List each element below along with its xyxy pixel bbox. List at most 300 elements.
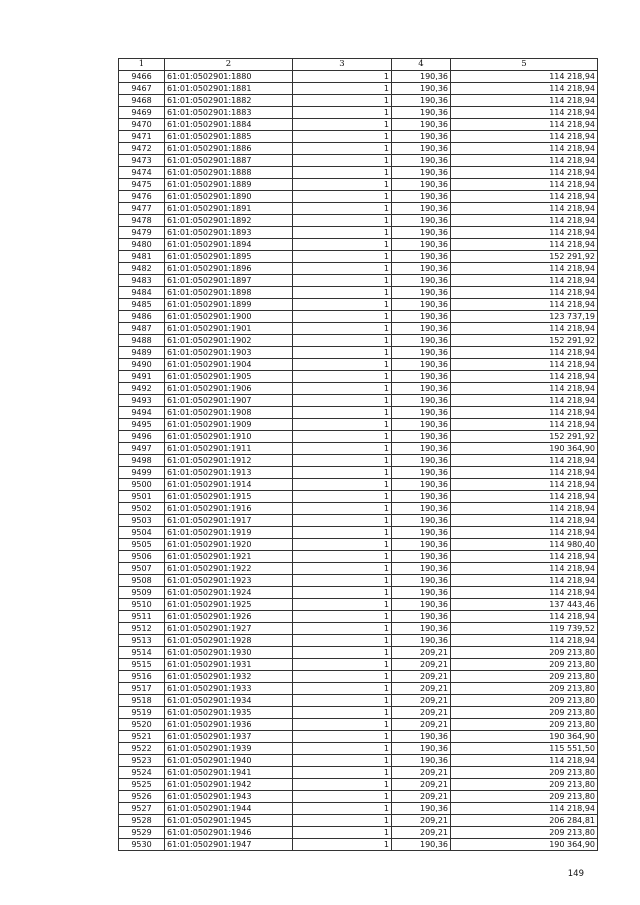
cadastral-number-cell: 61:01:0502901:1906 [165,383,293,395]
area-cell: 190,36 [392,635,451,647]
row-number-cell: 9513 [119,635,165,647]
area-cell: 190,36 [392,731,451,743]
quantity-cell: 1 [293,119,392,131]
value-cell: 114 218,94 [451,95,598,107]
area-cell: 190,36 [392,755,451,767]
area-cell: 190,36 [392,395,451,407]
row-number-cell: 9526 [119,791,165,803]
cadastral-number-cell: 61:01:0502901:1935 [165,707,293,719]
cadastral-number-cell: 61:01:0502901:1896 [165,263,293,275]
row-number-cell: 9489 [119,347,165,359]
row-number-cell: 9523 [119,755,165,767]
area-cell: 190,36 [392,551,451,563]
table-row [119,215,598,227]
quantity-cell: 1 [293,191,392,203]
quantity-cell: 1 [293,599,392,611]
row-number-cell: 9476 [119,191,165,203]
area-cell: 209,21 [392,695,451,707]
table-row [119,239,598,251]
value-cell: 114 218,94 [451,143,598,155]
cadastral-number-cell: 61:01:0502901:1899 [165,299,293,311]
table-row [119,107,598,119]
row-number-cell: 9510 [119,599,165,611]
row-number-cell: 9477 [119,203,165,215]
quantity-cell: 1 [293,587,392,599]
row-number-cell: 9528 [119,815,165,827]
row-number-cell: 9500 [119,479,165,491]
area-cell: 190,36 [392,347,451,359]
value-cell: 114 218,94 [451,191,598,203]
cadastral-number-cell: 61:01:0502901:1947 [165,839,293,851]
column-header-5: 5 [451,59,598,71]
cadastral-number-cell: 61:01:0502901:1901 [165,323,293,335]
area-cell: 190,36 [392,467,451,479]
quantity-cell: 1 [293,707,392,719]
row-number-cell: 9521 [119,731,165,743]
cadastral-number-cell: 61:01:0502901:1933 [165,683,293,695]
row-number-cell: 9478 [119,215,165,227]
table-row [119,779,598,791]
table-row [119,299,598,311]
area-cell: 190,36 [392,107,451,119]
table-row [119,587,598,599]
area-cell: 190,36 [392,515,451,527]
table-row [119,395,598,407]
value-cell: 209 213,80 [451,779,598,791]
cadastral-number-cell: 61:01:0502901:1900 [165,311,293,323]
value-cell: 114 218,94 [451,527,598,539]
row-number-cell: 9501 [119,491,165,503]
table-row [119,203,598,215]
table-row [119,539,598,551]
area-cell: 190,36 [392,407,451,419]
table-body [119,71,598,851]
cadastral-number-cell: 61:01:0502901:1894 [165,239,293,251]
area-cell: 209,21 [392,815,451,827]
table-row [119,611,598,623]
table-row [119,659,598,671]
row-number-cell: 9485 [119,299,165,311]
quantity-cell: 1 [293,467,392,479]
area-cell: 209,21 [392,647,451,659]
quantity-cell: 1 [293,527,392,539]
value-cell: 209 213,80 [451,695,598,707]
row-number-cell: 9497 [119,443,165,455]
row-number-cell: 9470 [119,119,165,131]
value-cell: 190 364,90 [451,731,598,743]
table-row [119,635,598,647]
area-cell: 209,21 [392,719,451,731]
table-row [119,143,598,155]
row-number-cell: 9507 [119,563,165,575]
row-number-cell: 9475 [119,179,165,191]
value-cell: 190 364,90 [451,839,598,851]
cadastral-number-cell: 61:01:0502901:1917 [165,515,293,527]
cadastral-number-cell: 61:01:0502901:1941 [165,767,293,779]
row-number-cell: 9490 [119,359,165,371]
quantity-cell: 1 [293,659,392,671]
row-number-cell: 9496 [119,431,165,443]
quantity-cell: 1 [293,215,392,227]
table-row [119,167,598,179]
table-row [119,419,598,431]
cadastral-number-cell: 61:01:0502901:1921 [165,551,293,563]
value-cell: 114 218,94 [451,287,598,299]
table-row [119,551,598,563]
value-cell: 114 218,94 [451,395,598,407]
area-cell: 190,36 [392,431,451,443]
cadastral-number-cell: 61:01:0502901:1886 [165,143,293,155]
row-number-cell: 9466 [119,71,165,83]
row-number-cell: 9492 [119,383,165,395]
value-cell: 114 218,94 [451,215,598,227]
row-number-cell: 9502 [119,503,165,515]
table-row [119,791,598,803]
value-cell: 119 739,52 [451,623,598,635]
quantity-cell: 1 [293,383,392,395]
quantity-cell: 1 [293,839,392,851]
row-number-cell: 9498 [119,455,165,467]
cadastral-number-cell: 61:01:0502901:1942 [165,779,293,791]
area-cell: 190,36 [392,335,451,347]
cadastral-number-cell: 61:01:0502901:1904 [165,359,293,371]
row-number-cell: 9503 [119,515,165,527]
row-number-cell: 9494 [119,407,165,419]
area-cell: 190,36 [392,575,451,587]
area-cell: 190,36 [392,143,451,155]
row-number-cell: 9495 [119,419,165,431]
table-row [119,563,598,575]
row-number-cell: 9467 [119,83,165,95]
area-cell: 190,36 [392,299,451,311]
cadastral-number-cell: 61:01:0502901:1898 [165,287,293,299]
value-cell: 114 218,94 [451,635,598,647]
area-cell: 209,21 [392,827,451,839]
row-number-cell: 9515 [119,659,165,671]
cadastral-number-cell: 61:01:0502901:1884 [165,119,293,131]
area-cell: 190,36 [392,215,451,227]
row-number-cell: 9493 [119,395,165,407]
table-row [119,491,598,503]
quantity-cell: 1 [293,827,392,839]
value-cell: 114 218,94 [451,467,598,479]
cadastral-number-cell: 61:01:0502901:1887 [165,155,293,167]
cadastral-number-cell: 61:01:0502901:1946 [165,827,293,839]
value-cell: 114 218,94 [451,167,598,179]
area-cell: 190,36 [392,287,451,299]
row-number-cell: 9509 [119,587,165,599]
area-cell: 190,36 [392,227,451,239]
row-number-cell: 9472 [119,143,165,155]
cadastral-number-cell: 61:01:0502901:1897 [165,275,293,287]
value-cell: 114 980,40 [451,539,598,551]
table-row [119,155,598,167]
quantity-cell: 1 [293,515,392,527]
quantity-cell: 1 [293,779,392,791]
quantity-cell: 1 [293,791,392,803]
quantity-cell: 1 [293,227,392,239]
table-row [119,131,598,143]
table-row [119,323,598,335]
table-row [119,839,598,851]
quantity-cell: 1 [293,563,392,575]
area-cell: 190,36 [392,239,451,251]
value-cell: 114 218,94 [451,107,598,119]
quantity-cell: 1 [293,503,392,515]
quantity-cell: 1 [293,71,392,83]
quantity-cell: 1 [293,683,392,695]
cadastral-number-cell: 61:01:0502901:1892 [165,215,293,227]
value-cell: 114 218,94 [451,479,598,491]
area-cell: 190,36 [392,479,451,491]
value-cell: 114 218,94 [451,455,598,467]
table-row [119,71,598,83]
cadastral-number-cell: 61:01:0502901:1945 [165,815,293,827]
table-row [119,503,598,515]
area-cell: 190,36 [392,263,451,275]
area-cell: 190,36 [392,179,451,191]
row-number-cell: 9491 [119,371,165,383]
table-row [119,803,598,815]
cadastral-number-cell: 61:01:0502901:1891 [165,203,293,215]
value-cell: 209 213,80 [451,767,598,779]
row-number-cell: 9506 [119,551,165,563]
area-cell: 190,36 [392,275,451,287]
value-cell: 115 551,50 [451,743,598,755]
cadastral-number-cell: 61:01:0502901:1931 [165,659,293,671]
quantity-cell: 1 [293,371,392,383]
quantity-cell: 1 [293,275,392,287]
row-number-cell: 9504 [119,527,165,539]
cadastral-number-cell: 61:01:0502901:1915 [165,491,293,503]
table-row [119,527,598,539]
table-row [119,407,598,419]
area-cell: 190,36 [392,119,451,131]
area-cell: 190,36 [392,611,451,623]
cadastral-number-cell: 61:01:0502901:1912 [165,455,293,467]
cadastral-number-cell: 61:01:0502901:1936 [165,719,293,731]
quantity-cell: 1 [293,359,392,371]
column-header-2: 2 [165,59,293,71]
quantity-cell: 1 [293,299,392,311]
area-cell: 190,36 [392,527,451,539]
table-row [119,707,598,719]
table-row [119,647,598,659]
quantity-cell: 1 [293,179,392,191]
cadastral-number-cell: 61:01:0502901:1905 [165,371,293,383]
quantity-cell: 1 [293,647,392,659]
cadastral-number-cell: 61:01:0502901:1903 [165,347,293,359]
row-number-cell: 9527 [119,803,165,815]
area-cell: 190,36 [392,503,451,515]
quantity-cell: 1 [293,491,392,503]
page-number: 149 [567,869,584,879]
value-cell: 114 218,94 [451,575,598,587]
row-number-cell: 9474 [119,167,165,179]
quantity-cell: 1 [293,251,392,263]
area-cell: 209,21 [392,659,451,671]
area-cell: 190,36 [392,371,451,383]
value-cell: 209 213,80 [451,659,598,671]
area-cell: 209,21 [392,683,451,695]
cadastral-number-cell: 61:01:0502901:1927 [165,623,293,635]
column-header-3: 3 [293,59,392,71]
row-number-cell: 9518 [119,695,165,707]
value-cell: 114 218,94 [451,131,598,143]
table-row [119,683,598,695]
value-cell: 190 364,90 [451,443,598,455]
value-cell: 209 213,80 [451,707,598,719]
quantity-cell: 1 [293,731,392,743]
cadastral-number-cell: 61:01:0502901:1916 [165,503,293,515]
value-cell: 114 218,94 [451,515,598,527]
quantity-cell: 1 [293,419,392,431]
value-cell: 114 218,94 [451,611,598,623]
table-row [119,599,598,611]
table-row [119,251,598,263]
row-number-cell: 9473 [119,155,165,167]
table-row [119,815,598,827]
cadastral-number-cell: 61:01:0502901:1924 [165,587,293,599]
quantity-cell: 1 [293,551,392,563]
cadastral-number-cell: 61:01:0502901:1910 [165,431,293,443]
table-row [119,95,598,107]
cadastral-number-cell: 61:01:0502901:1909 [165,419,293,431]
value-cell: 209 213,80 [451,719,598,731]
area-cell: 190,36 [392,71,451,83]
quantity-cell: 1 [293,443,392,455]
row-number-cell: 9516 [119,671,165,683]
area-cell: 190,36 [392,839,451,851]
row-number-cell: 9486 [119,311,165,323]
area-cell: 190,36 [392,359,451,371]
row-number-cell: 9525 [119,779,165,791]
row-number-cell: 9471 [119,131,165,143]
area-cell: 190,36 [392,563,451,575]
cadastral-number-cell: 61:01:0502901:1930 [165,647,293,659]
table-row [119,575,598,587]
table-row [119,479,598,491]
area-cell: 190,36 [392,587,451,599]
area-cell: 209,21 [392,671,451,683]
quantity-cell: 1 [293,203,392,215]
value-cell: 114 218,94 [451,347,598,359]
area-cell: 209,21 [392,707,451,719]
quantity-cell: 1 [293,107,392,119]
table-row [119,383,598,395]
quantity-cell: 1 [293,719,392,731]
row-number-cell: 9522 [119,743,165,755]
value-cell: 152 291,92 [451,251,598,263]
value-cell: 114 218,94 [451,179,598,191]
table-header-row [119,59,598,71]
value-cell: 152 291,92 [451,431,598,443]
area-cell: 190,36 [392,323,451,335]
area-cell: 190,36 [392,443,451,455]
row-number-cell: 9480 [119,239,165,251]
value-cell: 114 218,94 [451,551,598,563]
cadastral-number-cell: 61:01:0502901:1940 [165,755,293,767]
area-cell: 190,36 [392,311,451,323]
value-cell: 114 218,94 [451,491,598,503]
value-cell: 114 218,94 [451,803,598,815]
area-cell: 190,36 [392,155,451,167]
cadastral-number-cell: 61:01:0502901:1919 [165,527,293,539]
table-row [119,695,598,707]
value-cell: 114 218,94 [451,119,598,131]
value-cell: 114 218,94 [451,359,598,371]
value-cell: 114 218,94 [451,203,598,215]
table-row [119,347,598,359]
table-row [119,275,598,287]
value-cell: 114 218,94 [451,371,598,383]
area-cell: 190,36 [392,539,451,551]
table-row [119,431,598,443]
value-cell: 114 218,94 [451,71,598,83]
quantity-cell: 1 [293,671,392,683]
value-cell: 209 213,80 [451,791,598,803]
value-cell: 114 218,94 [451,299,598,311]
area-cell: 190,36 [392,83,451,95]
area-cell: 190,36 [392,167,451,179]
table-row [119,731,598,743]
quantity-cell: 1 [293,311,392,323]
cadastral-number-cell: 61:01:0502901:1913 [165,467,293,479]
row-number-cell: 9508 [119,575,165,587]
quantity-cell: 1 [293,287,392,299]
table-row [119,359,598,371]
value-cell: 206 284,81 [451,815,598,827]
area-cell: 190,36 [392,383,451,395]
quantity-cell: 1 [293,395,392,407]
value-cell: 137 443,46 [451,599,598,611]
row-number-cell: 9530 [119,839,165,851]
quantity-cell: 1 [293,239,392,251]
quantity-cell: 1 [293,323,392,335]
area-cell: 190,36 [392,419,451,431]
value-cell: 114 218,94 [451,83,598,95]
cadastral-number-cell: 61:01:0502901:1926 [165,611,293,623]
value-cell: 209 213,80 [451,683,598,695]
quantity-cell: 1 [293,155,392,167]
cadastral-number-cell: 61:01:0502901:1882 [165,95,293,107]
value-cell: 209 213,80 [451,647,598,659]
quantity-cell: 1 [293,695,392,707]
quantity-cell: 1 [293,143,392,155]
quantity-cell: 1 [293,815,392,827]
quantity-cell: 1 [293,479,392,491]
area-cell: 190,36 [392,191,451,203]
quantity-cell: 1 [293,767,392,779]
table-row [119,335,598,347]
cadastral-number-cell: 61:01:0502901:1890 [165,191,293,203]
cadastral-number-cell: 61:01:0502901:1907 [165,395,293,407]
table-row [119,455,598,467]
column-header-1: 1 [119,59,165,71]
table-row [119,827,598,839]
quantity-cell: 1 [293,95,392,107]
row-number-cell: 9488 [119,335,165,347]
value-cell: 114 218,94 [451,587,598,599]
row-number-cell: 9482 [119,263,165,275]
cadastral-number-cell: 61:01:0502901:1888 [165,167,293,179]
area-cell: 190,36 [392,203,451,215]
quantity-cell: 1 [293,131,392,143]
area-cell: 190,36 [392,623,451,635]
cadastral-number-cell: 61:01:0502901:1937 [165,731,293,743]
quantity-cell: 1 [293,431,392,443]
quantity-cell: 1 [293,83,392,95]
